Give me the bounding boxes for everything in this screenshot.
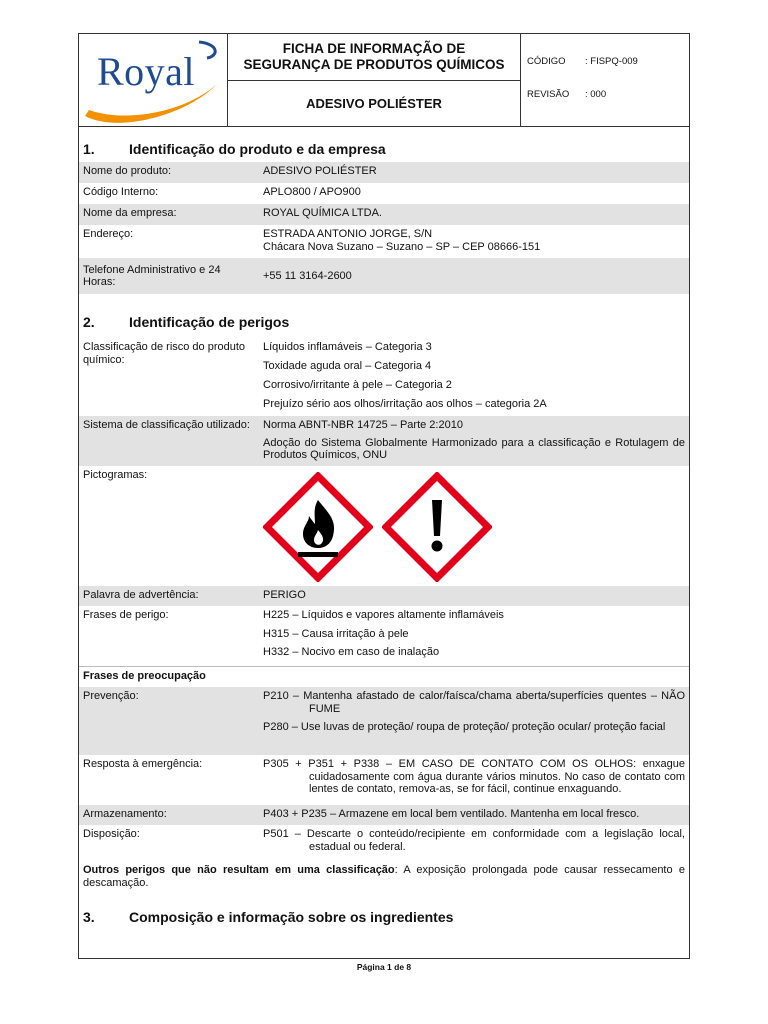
field-label: Código Interno: bbox=[83, 186, 159, 198]
row-nome-empresa bbox=[79, 204, 689, 225]
other-hazards-label: Outros perigos que não resultam em uma classificação bbox=[83, 864, 395, 876]
field-label: Nome do produto: bbox=[83, 165, 172, 177]
section-number: 1. bbox=[83, 141, 95, 157]
field-value: ADESIVO POLIÉSTER bbox=[263, 165, 377, 177]
hazard-statement: H332 – Nocivo em caso de inalação bbox=[263, 646, 440, 658]
row-resposta-emergencia bbox=[79, 755, 689, 805]
doc-title-line1: FICHA DE INFORMAÇÃO DE bbox=[282, 41, 466, 56]
document-page bbox=[78, 33, 690, 959]
section-title: Identificação do produto e da empresa bbox=[129, 141, 386, 157]
field-label: Classificação de risco do produto químico: bbox=[83, 341, 246, 366]
row-disposicao bbox=[79, 825, 689, 861]
field-label: Resposta à emergência: bbox=[83, 758, 203, 770]
field-label: Pictogramas: bbox=[83, 469, 148, 481]
field-label: Endereço: bbox=[83, 228, 134, 240]
address-line1: ESTRADA ANTONIO JORGE, S/N bbox=[263, 228, 433, 240]
codigo-value: : FISPQ-009 bbox=[585, 56, 638, 67]
storage-statement: P403 + P235 – Armazene em local bem ventilado. Mantenha em local fresco. bbox=[263, 808, 640, 820]
classification-item: Líquidos inflamáveis – Categoria 3 bbox=[263, 341, 432, 353]
field-label: Palavra de advertência: bbox=[83, 589, 199, 601]
row-sistema bbox=[79, 416, 689, 466]
revisao-value: : 000 bbox=[585, 89, 607, 100]
other-hazards-text: : A exposição prolongada pode causar ressecamento e descamação. bbox=[83, 864, 685, 889]
field-value: APLO800 / APO900 bbox=[263, 186, 361, 198]
field-label: Armazenamento: bbox=[83, 808, 167, 820]
field-label: Sistema de classificação utilizado: bbox=[83, 419, 250, 431]
company-logo bbox=[79, 34, 228, 126]
row-frases-preocupacao bbox=[79, 666, 689, 687]
row-frases-perigo bbox=[79, 606, 689, 666]
field-label: Prevenção: bbox=[83, 690, 139, 702]
disposal-statement: P501 – Descarte o conteúdo/recipiente em conformidade com a legislação local, estadual ou federal. bbox=[263, 828, 685, 853]
row-outros-perigos bbox=[79, 861, 689, 895]
hazard-statement: H225 – Líquidos e vapores altamente inflamáveis bbox=[263, 609, 504, 621]
classification-item: Toxidade aguda oral – Categoria 4 bbox=[263, 360, 432, 372]
exclamation-pictogram-icon bbox=[382, 472, 492, 582]
document-header bbox=[79, 34, 689, 127]
classification-item: Prejuízo sério aos olhos/irritação aos olhos – categoria 2A bbox=[263, 398, 547, 410]
row-prevencao bbox=[79, 687, 689, 755]
section-2-heading bbox=[79, 294, 689, 330]
product-title: ADESIVO POLIÉSTER bbox=[306, 96, 442, 111]
field-label: Disposição: bbox=[83, 828, 140, 840]
row-pictogramas bbox=[79, 466, 689, 586]
header-title-block bbox=[228, 34, 521, 126]
header-codes bbox=[521, 34, 689, 126]
section-title: Composição e informação sobre os ingredientes bbox=[129, 909, 454, 925]
logo-text: Royal bbox=[97, 49, 196, 94]
section-number: 2. bbox=[83, 314, 95, 330]
row-nome-produto bbox=[79, 162, 689, 183]
row-palavra-advertencia bbox=[79, 586, 689, 606]
response-statement: P305 + P351 + P338 – EM CASO DE CONTATO COM OS OLHOS: enxague cuidadosamente com água durante vários minutos. No caso de contato com lentes de contato, remova-as, se for fácil, continue enxaguando. bbox=[263, 758, 685, 795]
codigo-label: CÓDIGO bbox=[527, 56, 566, 67]
field-label: Nome da empresa: bbox=[83, 207, 177, 219]
section-3-heading bbox=[79, 895, 689, 925]
row-codigo-interno bbox=[79, 183, 689, 204]
field-value: +55 11 3164-2600 bbox=[263, 269, 352, 282]
field-label: Frases de perigo: bbox=[83, 609, 169, 621]
field-label: Telefone Administrativo e 24 Horas: bbox=[83, 263, 221, 288]
row-armazenamento bbox=[79, 805, 689, 825]
sistema-texto: Adoção do Sistema Globalmente Harmonizado para a classificação e Rotulagem de Produtos Químicos, ONU bbox=[263, 436, 685, 461]
flame-pictogram-icon bbox=[263, 472, 373, 582]
prevention-statement: P210 – Mantenha afastado de calor/faísca/chama aberta/superfícies quentes – NÃO FUME bbox=[263, 690, 685, 715]
subheading: Frases de preocupação bbox=[83, 670, 206, 682]
sistema-norma: Norma ABNT-NBR 14725 – Parte 2:2010 bbox=[263, 419, 463, 431]
row-telefone bbox=[79, 258, 689, 294]
row-classificacao bbox=[79, 338, 689, 416]
page-footer: Página 1 de 8 bbox=[356, 962, 412, 972]
row-endereco bbox=[79, 225, 689, 258]
revisao-label: REVISÃO bbox=[527, 89, 570, 100]
hazard-statement: H315 – Causa irritação à pele bbox=[263, 627, 409, 640]
field-value: PERIGO bbox=[263, 589, 306, 601]
section-1-heading bbox=[79, 127, 689, 157]
prevention-statement: P280 – Use luvas de proteção/ roupa de proteção/ proteção ocular/ proteção facial bbox=[263, 721, 666, 733]
classification-item: Corrosivo/irritante à pele – Categoria 2 bbox=[263, 379, 452, 391]
doc-title-line2: SEGURANÇA DE PRODUTOS QUÍMICOS bbox=[243, 57, 505, 72]
section-number: 3. bbox=[83, 909, 95, 925]
address-line2: Chácara Nova Suzano – Suzano – SP – CEP 08666-151 bbox=[263, 240, 541, 253]
field-value: ROYAL QUÍMICA LTDA. bbox=[263, 207, 382, 219]
section-title: Identificação de perigos bbox=[129, 314, 290, 330]
